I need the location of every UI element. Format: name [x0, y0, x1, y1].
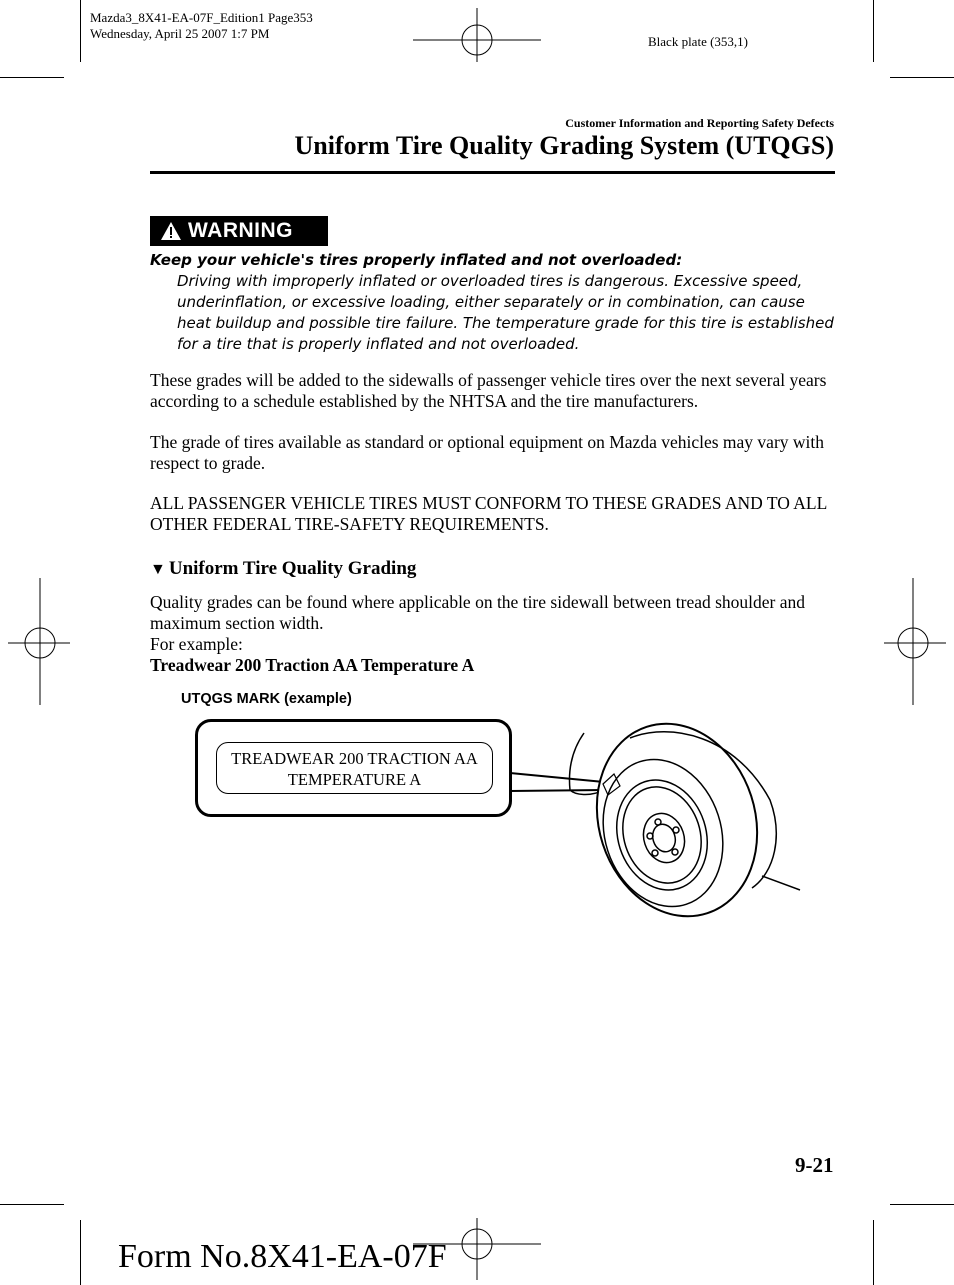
quality-grades-text: Quality grades can be found where applicable on the tire sidewall between tread shoulder and maximum section width. [150, 592, 806, 633]
page-number: 9-21 [795, 1153, 834, 1177]
warning-body: Driving with improperly inflated or overloaded tires is dangerous. Excessive speed, underinflation, or excessive loading, either separately or in combination, can cause heat buildup and possible tire failure. The temperature grade for this tire is established for a tire that is properly inflated and not overloaded. [177, 272, 834, 353]
section-label: Customer Information and Reporting Safety Defects [565, 116, 834, 130]
paragraph-conformance: ALL PASSENGER VEHICLE TIRES MUST CONFORM TO THESE GRADES AND TO ALL OTHER FEDERAL TIRE-SAFETY REQUIREMENTS. [150, 493, 827, 534]
figure-caption: UTQGS MARK (example) [181, 691, 352, 707]
callout-line-1: TREADWEAR 200 TRACTION AA [231, 749, 478, 768]
subsection-marker: ▼ [150, 561, 166, 578]
example-grade: Treadwear 200 Traction AA Temperature A [150, 655, 475, 675]
utqgs-callout-box [195, 719, 512, 817]
warning-heading: Keep your vehicle's tires properly inflated and not overloaded: [150, 251, 683, 269]
paragraph-grade-variation: The grade of tires available as standard or optional equipment on Mazda vehicles may vary with respect to grade. [150, 432, 825, 473]
page-title: Uniform Tire Quality Grading System (UTQGS) [294, 131, 834, 160]
paragraph-grades-schedule: These grades will be added to the sidewalls of passenger vehicle tires over the next several years according to a schedule established by the NHTSA and the tire manufacturers. [150, 370, 827, 411]
subsection-title: Uniform Tire Quality Grading [168, 558, 417, 579]
example-intro: For example: [150, 634, 243, 654]
print-line-2: Wednesday, April 25 2007 1:7 PM [90, 26, 270, 41]
warning-label: WARNING [188, 219, 293, 242]
print-line-1: Mazda3_8X41-EA-07F_Edition1 Page353 [90, 10, 313, 25]
callout-line-2: TEMPERATURE A [287, 770, 422, 789]
form-number: Form No.8X41-EA-07F [118, 1238, 447, 1275]
plate-label: Black plate (353,1) [648, 34, 748, 49]
utqgs-mark [216, 742, 493, 794]
